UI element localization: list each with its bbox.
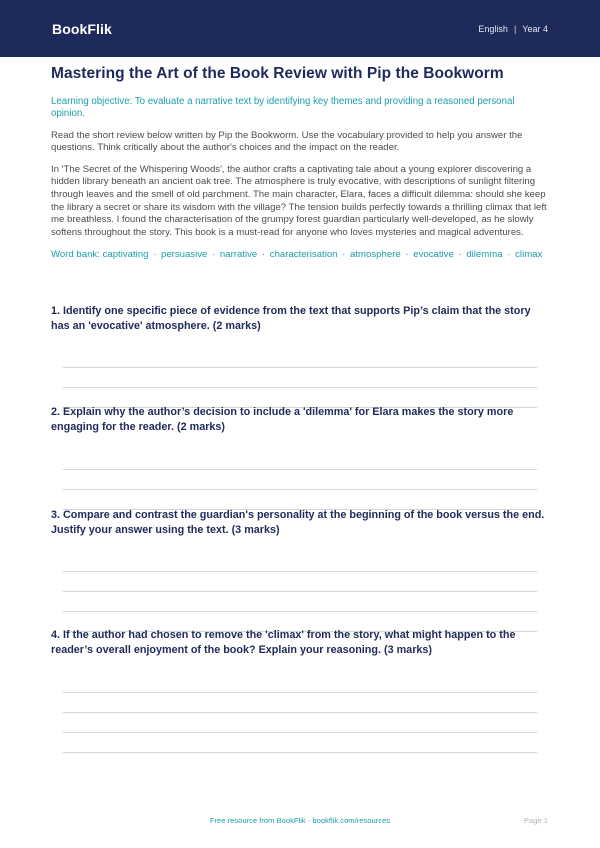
word-bank-words bbox=[103, 249, 543, 260]
answer-line[interactable] bbox=[63, 367, 537, 368]
answer-line[interactable] bbox=[63, 692, 537, 693]
question-1 bbox=[51, 304, 549, 334]
word-bank-word: evocative bbox=[410, 249, 454, 261]
word-bank-word: atmosphere bbox=[347, 249, 401, 261]
question-text: 3. Compare and contrast the guardian's personality at the beginning of the book versus the end. Justify your answer using the text. (3 marks) bbox=[51, 509, 545, 537]
page-title: Mastering the Art of the Book Review with Pip the Bookworm bbox=[51, 65, 504, 82]
answer-line[interactable] bbox=[63, 752, 537, 753]
question-2 bbox=[51, 405, 549, 435]
learning-objective: Learning objective: To evaluate a narrative text by identifying key themes and providing a reasoned personal opinion. bbox=[51, 96, 515, 120]
answer-line[interactable] bbox=[63, 571, 537, 572]
question-text: 4. If the author had chosen to remove the 'climax' from the story, what might happen to the reader’s overall enjoyment of the book? Explain your reasoning. (3 marks) bbox=[51, 629, 516, 657]
word-bank-word: narrative bbox=[217, 249, 258, 261]
word-separator: · bbox=[209, 249, 216, 261]
answer-line[interactable] bbox=[63, 387, 537, 388]
instructions: Read the short review below written by Pip the Bookworm. Use the vocabulary provided to help you answer the questions. Think critically about the author's choices and the impact on the reader. bbox=[51, 129, 523, 154]
page-header bbox=[0, 0, 600, 57]
answer-line[interactable] bbox=[63, 489, 537, 490]
review-passage: In 'The Secret of the Whispering Woods', the author crafts a captivating tale about a young explorer discovering a hidden library beneath an ancient oak tree. The atmosphere is truly evocative, with descriptions of sunlight filtering through leaves and the smell of old parchment. The main character, Elara, faces a difficult dilemma: should she keep the library a secret or share its wisdom with the village? The tension builds perfectly towards a thrilling climax that left me breathless. I found the characterisation of the grumpy forest guardian particularly well-developed, as he slowly softens throughout the story. This book is a must-read for anyone who loves mysteries and magical adventures. bbox=[51, 163, 547, 238]
word-bank-word: climax bbox=[512, 249, 543, 261]
question-text: 2. Explain why the author’s decision to include a 'dilemma' for Elara makes the story more engaging for the reader. (2 marks) bbox=[51, 406, 514, 434]
word-separator: · bbox=[339, 249, 346, 261]
subject-label: English bbox=[478, 23, 508, 34]
page-number: Page 1 bbox=[523, 816, 548, 825]
word-separator: · bbox=[402, 249, 409, 261]
word-bank bbox=[51, 249, 549, 261]
word-separator: · bbox=[455, 249, 462, 261]
word-separator: · bbox=[259, 249, 266, 261]
question-4 bbox=[51, 628, 549, 658]
word-bank-word: dilemma bbox=[463, 249, 503, 261]
word-bank-word: characterisation bbox=[267, 249, 338, 261]
answer-line[interactable] bbox=[63, 591, 537, 592]
word-bank-word: persuasive bbox=[158, 249, 208, 261]
answer-line[interactable] bbox=[63, 469, 537, 470]
footer-credit: Free resource from BookFlik · bookflik.com/resources bbox=[209, 816, 391, 825]
question-3 bbox=[51, 508, 549, 538]
brand-logo: BookFlik bbox=[52, 20, 112, 37]
header-meta bbox=[478, 24, 548, 34]
year-label: Year 4 bbox=[522, 23, 548, 34]
answer-line[interactable] bbox=[63, 732, 537, 733]
word-separator: · bbox=[504, 249, 511, 261]
question-text: 1. Identify one specific piece of evidence from the text that supports Pip’s claim that the story has an 'evocative' atmosphere. (2 marks) bbox=[51, 305, 531, 333]
word-bank-label: Word bank: bbox=[51, 249, 100, 261]
worksheet-intro bbox=[51, 64, 549, 261]
word-bank-word: captivating bbox=[102, 249, 149, 261]
meta-separator: | bbox=[513, 23, 517, 34]
answer-line[interactable] bbox=[63, 611, 537, 612]
word-separator: · bbox=[150, 249, 157, 261]
answer-line[interactable] bbox=[63, 712, 537, 713]
